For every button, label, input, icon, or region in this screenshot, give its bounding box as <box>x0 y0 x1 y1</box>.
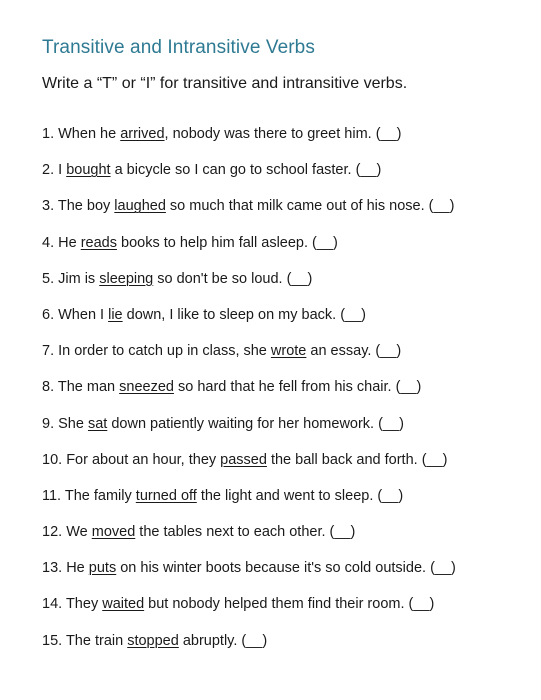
question-number: 7. <box>42 343 55 360</box>
question-number: 14. <box>42 596 63 613</box>
underlined-verb: wrote <box>270 343 307 360</box>
question-number: 3. <box>42 198 55 215</box>
underlined-verb: bought <box>66 162 111 179</box>
question-number: 11. <box>42 487 62 504</box>
question-number: 8. <box>42 379 55 396</box>
question-number: 9. <box>42 415 55 432</box>
question-number: 4. <box>42 234 55 251</box>
question-number: 15. <box>42 632 63 649</box>
question-number: 12. <box>42 524 63 541</box>
question-item <box>42 379 456 415</box>
question-text-after: on his winter boots because it's so cold outside. (__) <box>116 560 456 577</box>
question-text-after: the tables next to each other. (__) <box>135 524 356 541</box>
underlined-verb: lie <box>108 306 123 323</box>
worksheet-instructions: Write a “T” or “I” for transitive and intransitive verbs. <box>42 75 408 92</box>
question-number: 13. <box>42 560 63 577</box>
underlined-verb: moved <box>91 524 136 541</box>
question-item <box>42 307 456 343</box>
underlined-verb: arrived <box>120 126 165 142</box>
question-text-after: books to help him fall asleep. (__) <box>116 234 338 251</box>
question-item <box>42 416 456 452</box>
question-number: 6. <box>42 306 55 323</box>
question-text-after: so hard that he fell from his chair. (__) <box>173 379 422 396</box>
underlined-verb: waited <box>102 596 145 613</box>
question-text-after: the ball back and forth. (__) <box>266 451 448 468</box>
question-text-before: The boy <box>57 198 115 215</box>
question-item <box>42 488 456 524</box>
question-item <box>42 271 456 307</box>
underlined-verb: sneezed <box>119 379 174 396</box>
question-item <box>42 126 456 162</box>
underlined-verb: stopped <box>127 632 179 649</box>
question-text-after: , nobody was there to greet him. (__) <box>164 126 402 142</box>
question-item <box>42 162 456 198</box>
question-text-before: The family <box>64 487 136 504</box>
question-text-after: an essay. (__) <box>306 343 402 360</box>
underlined-verb: turned off <box>135 487 197 504</box>
question-text-before: In order to catch up in class, she <box>58 343 271 360</box>
question-item <box>42 560 456 596</box>
question-text-after: so don't be so loud. (__) <box>153 270 313 287</box>
question-list <box>42 126 456 669</box>
question-text-before: I <box>58 162 67 179</box>
underlined-verb: reads <box>80 234 117 251</box>
question-text-after: abruptly. (__) <box>178 632 268 649</box>
question-text-before: The man <box>57 379 120 396</box>
question-item <box>42 452 456 488</box>
question-text-after: but nobody helped them find their room. (__) <box>144 596 435 613</box>
question-item <box>42 524 456 560</box>
worksheet-title: Transitive and Intransitive Verbs <box>42 37 315 58</box>
question-text-before: The train <box>65 632 128 649</box>
question-text-after: so much that milk came out of his nose. (__) <box>165 198 455 215</box>
question-number: 1. <box>42 126 55 142</box>
question-text-before: We <box>66 524 92 541</box>
question-item <box>42 198 456 234</box>
question-text-after: down patiently waiting for her homework. (__) <box>107 415 404 432</box>
question-text-after: a bicycle so I can go to school faster. (__) <box>110 162 382 179</box>
question-text-before: She <box>58 415 88 432</box>
question-item <box>42 235 456 271</box>
question-text-after: down, I like to sleep on my back. (__) <box>122 306 367 323</box>
question-item <box>42 633 456 669</box>
underlined-verb: puts <box>88 560 117 577</box>
question-text-before: When he <box>58 126 121 142</box>
question-item <box>42 343 456 379</box>
question-number: 2. <box>42 162 55 179</box>
underlined-verb: passed <box>220 451 267 468</box>
question-text-before: He <box>58 234 81 251</box>
underlined-verb: sleeping <box>99 270 154 287</box>
question-number: 5. <box>42 270 55 287</box>
question-text-before: For about an hour, they <box>66 451 221 468</box>
question-text-before: He <box>66 560 89 577</box>
question-text-before: When I <box>58 306 109 323</box>
question-text-before: Jim is <box>58 270 100 287</box>
underlined-verb: sat <box>87 415 108 432</box>
underlined-verb: laughed <box>114 198 166 215</box>
question-number: 10. <box>42 451 63 468</box>
question-text-before: They <box>65 596 103 613</box>
question-text-after: the light and went to sleep. (__) <box>196 487 404 504</box>
question-item <box>42 596 456 632</box>
